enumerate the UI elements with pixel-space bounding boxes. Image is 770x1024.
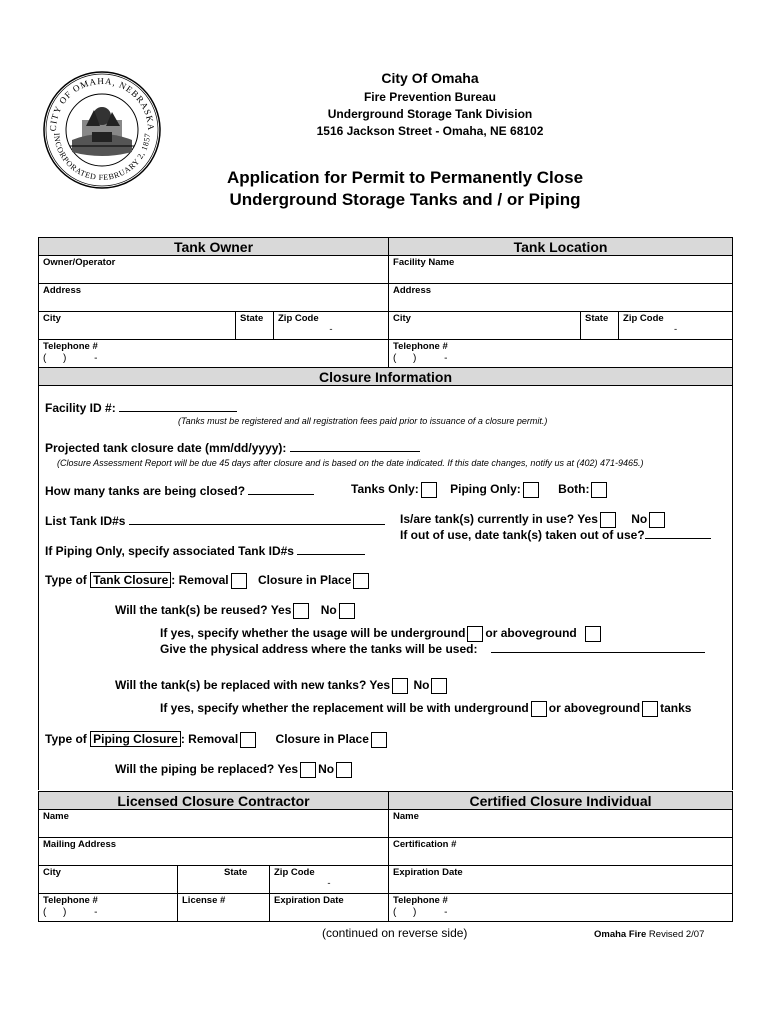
closure-info-heading: Closure Information bbox=[39, 368, 733, 386]
individual-name-label: Name bbox=[393, 811, 419, 822]
contractor-telephone-label: Telephone # bbox=[43, 895, 98, 906]
bureau-name: Fire Prevention Bureau bbox=[363, 90, 497, 104]
list-tank-label: List Tank ID#s bbox=[45, 514, 126, 528]
both-checkbox[interactable] bbox=[591, 482, 607, 498]
location-zip-label: Zip Code bbox=[623, 313, 664, 324]
form-title-line1: Application for Permit to Permanently Close bbox=[226, 168, 584, 187]
location-state-field[interactable] bbox=[581, 312, 619, 340]
replacement-aboveground-label: or aboveground bbox=[548, 701, 641, 716]
how-many-input[interactable] bbox=[248, 494, 314, 495]
owner-zip-label: Zip Code bbox=[278, 313, 319, 324]
owner-telephone-label: Telephone # bbox=[43, 341, 98, 352]
owner-phone-placeholder: ( ) - bbox=[43, 353, 98, 364]
piping-closure-in-place-checkbox[interactable] bbox=[371, 732, 387, 748]
both-label: Both: bbox=[558, 482, 590, 497]
in-use-row bbox=[400, 512, 667, 528]
tanks-only-checkbox[interactable] bbox=[421, 482, 437, 498]
piping-type-of-label: Type of bbox=[45, 732, 87, 747]
office-address: 1516 Jackson Street - Omaha, NE 68102 bbox=[316, 124, 544, 138]
owner-zip-dash: - bbox=[329, 324, 333, 335]
contractor-license-field[interactable] bbox=[178, 894, 270, 922]
replaced-label: Will the tank(s) be replaced with new tanks? bbox=[115, 678, 367, 693]
closure-scope-row bbox=[351, 482, 609, 498]
contractor-mailing-address-field[interactable] bbox=[39, 838, 389, 866]
piping-closure-label: Piping Closure bbox=[90, 731, 181, 747]
reused-no-checkbox[interactable] bbox=[339, 603, 355, 619]
tank-closure-type-row: Type of Tank Closure : Removal Closure in Place bbox=[45, 573, 371, 589]
piping-removal-checkbox[interactable] bbox=[240, 732, 256, 748]
reused-row bbox=[115, 603, 357, 619]
certification-label: Certification # bbox=[393, 839, 457, 850]
form-title-line2: Underground Storage Tanks and / or Piping bbox=[229, 190, 581, 209]
piping-only-label: Piping Only: bbox=[450, 482, 521, 497]
revised-label: Revised 2/07 bbox=[648, 929, 705, 940]
owner-zip-field[interactable] bbox=[274, 312, 389, 340]
usage-aboveground-checkbox[interactable] bbox=[585, 626, 601, 642]
license-expiration-field[interactable] bbox=[270, 894, 389, 922]
replaced-yes-label: Yes bbox=[369, 678, 391, 693]
omaha-fire-label: Omaha Fire bbox=[594, 929, 647, 940]
individual-telephone-label: Telephone # bbox=[393, 895, 448, 906]
type-of-label: Type of bbox=[45, 573, 87, 588]
replacement-row bbox=[160, 701, 691, 717]
location-zip-field[interactable] bbox=[619, 312, 733, 340]
certification-field[interactable] bbox=[389, 838, 733, 866]
division-name: Underground Storage Tank Division bbox=[327, 107, 533, 121]
contractor-telephone-field[interactable] bbox=[39, 894, 178, 922]
location-telephone-field[interactable] bbox=[389, 340, 733, 368]
physical-address-row bbox=[160, 642, 705, 656]
piping-only-row bbox=[45, 544, 365, 558]
tank-closure-in-place-label: Closure in Place bbox=[257, 573, 352, 588]
continued-note: (continued on reverse side) bbox=[322, 926, 468, 940]
tank-info-table bbox=[38, 237, 733, 386]
location-phone-placeholder: ( ) - bbox=[393, 353, 448, 364]
replacement-specify-label: If yes, specify whether the replacement will be with underground bbox=[160, 701, 529, 716]
piping-replaced-label: Will the piping be replaced? bbox=[115, 762, 275, 777]
facility-id-row bbox=[45, 401, 237, 415]
physical-address-label: Give the physical address where the tanks will be used: bbox=[160, 642, 478, 656]
out-of-use-date-input[interactable] bbox=[645, 538, 711, 539]
owner-city-label: City bbox=[43, 313, 61, 324]
usage-aboveground-label: or aboveground bbox=[485, 626, 577, 641]
contractor-zip-field[interactable] bbox=[270, 866, 389, 894]
in-use-yes-label: Yes bbox=[577, 512, 598, 527]
individual-phone-placeholder: ( ) - bbox=[393, 907, 448, 918]
piping-closure-type-row: Type of Piping Closure : Removal Closure in Place bbox=[45, 732, 389, 748]
location-city-label: City bbox=[393, 313, 411, 324]
city-name: City Of Omaha bbox=[381, 70, 479, 86]
location-state-label: State bbox=[585, 313, 609, 324]
physical-address-input[interactable] bbox=[491, 652, 705, 653]
piping-replaced-no-label: No bbox=[318, 762, 335, 777]
facility-name-field[interactable] bbox=[389, 256, 733, 284]
piping-replaced-no-checkbox[interactable] bbox=[336, 762, 352, 778]
svg-text:INCORPORATED FEBRUARY 2, 1857: INCORPORATED FEBRUARY 2, 1857 bbox=[51, 132, 153, 183]
contractor-phone-placeholder: ( ) - bbox=[43, 907, 98, 918]
piping-replaced-yes-checkbox[interactable] bbox=[300, 762, 316, 778]
how-many-row bbox=[45, 484, 314, 498]
facility-id-note: (Tanks must be registered and all registration fees paid prior to issuance of a closure permit.) bbox=[178, 416, 548, 426]
contractor-license-label: License # bbox=[182, 895, 226, 906]
location-zip-dash: - bbox=[673, 324, 678, 335]
location-address-label: Address bbox=[393, 285, 432, 296]
owner-operator-label: Owner/Operator bbox=[43, 257, 116, 268]
replaced-no-checkbox[interactable] bbox=[431, 678, 447, 694]
owner-telephone-field[interactable] bbox=[39, 340, 389, 368]
in-use-no-label: No bbox=[631, 512, 648, 527]
certification-expiration-label: Expiration Date bbox=[393, 867, 463, 878]
location-city-field[interactable] bbox=[389, 312, 581, 340]
replacement-tanks-label: tanks bbox=[660, 701, 692, 716]
piping-closure-in-place-label: Closure in Place bbox=[275, 732, 369, 747]
usage-row bbox=[160, 626, 603, 642]
in-use-yes-checkbox[interactable] bbox=[600, 512, 616, 528]
piping-only-tank-input[interactable] bbox=[297, 554, 365, 555]
reused-no-label: No bbox=[320, 603, 337, 618]
tank-location-heading: Tank Location bbox=[389, 238, 733, 256]
owner-state-label: State bbox=[240, 313, 264, 324]
contractor-heading: Licensed Closure Contractor bbox=[39, 792, 389, 810]
reused-yes-checkbox[interactable] bbox=[293, 603, 309, 619]
out-of-use-row bbox=[400, 528, 711, 542]
revision-note bbox=[594, 929, 704, 940]
closure-date-note: (Closure Assessment Report will be due 45 days after closure and is based on the date indicated. If this date changes, notify us at (402) 471-9465.) bbox=[57, 458, 644, 468]
replaced-no-label: No bbox=[413, 678, 430, 693]
contractor-city-field[interactable] bbox=[39, 866, 178, 894]
list-tank-row bbox=[45, 514, 385, 528]
owner-address-label: Address bbox=[43, 285, 82, 296]
contractor-city-label: City bbox=[43, 867, 61, 878]
location-address-field[interactable] bbox=[389, 284, 733, 312]
owner-address-field[interactable] bbox=[39, 284, 389, 312]
piping-replaced-row bbox=[115, 762, 354, 778]
location-telephone-label: Telephone # bbox=[393, 341, 448, 352]
city-seal-logo bbox=[42, 70, 162, 190]
piping-only-checkbox[interactable] bbox=[523, 482, 539, 498]
contractor-zip-dash: - bbox=[327, 878, 331, 889]
usage-specify-label: If yes, specify whether the usage will be underground bbox=[160, 626, 466, 641]
replaced-row bbox=[115, 678, 449, 694]
certified-individual-heading: Certified Closure Individual bbox=[389, 792, 733, 810]
how-many-label: How many tanks are being closed? bbox=[45, 484, 246, 498]
closure-date-row bbox=[45, 441, 420, 455]
replacement-aboveground-checkbox[interactable] bbox=[642, 701, 658, 717]
contractor-zip-label: Zip Code bbox=[274, 867, 315, 878]
license-expiration-label: Expiration Date bbox=[274, 895, 344, 906]
replaced-yes-checkbox[interactable] bbox=[392, 678, 408, 694]
contractor-name-label: Name bbox=[43, 811, 69, 822]
facility-id-label: Facility ID #: bbox=[45, 401, 116, 415]
contractor-name-field[interactable] bbox=[39, 810, 389, 838]
in-use-label: Is/are tank(s) currently in use? bbox=[400, 512, 575, 527]
contractor-state-field[interactable] bbox=[178, 866, 270, 894]
owner-city-field[interactable] bbox=[39, 312, 236, 340]
tank-closure-label: Tank Closure bbox=[90, 572, 171, 588]
contractor-table bbox=[38, 791, 733, 922]
reused-label: Will the tank(s) be reused? bbox=[115, 603, 268, 618]
individual-telephone-field[interactable] bbox=[389, 894, 733, 922]
usage-underground-checkbox[interactable] bbox=[467, 626, 483, 642]
reused-yes-label: Yes bbox=[270, 603, 292, 618]
closure-date-label: Projected tank closure date (mm/dd/yyyy): bbox=[45, 441, 287, 455]
tanks-only-label: Tanks Only: bbox=[351, 482, 419, 497]
facility-id-input[interactable] bbox=[119, 411, 237, 412]
contractor-mailing-address-label: Mailing Address bbox=[43, 839, 117, 850]
piping-only-specify-label: If Piping Only, specify associated Tank ID#s bbox=[45, 544, 294, 558]
contractor-state-label: State bbox=[224, 867, 248, 878]
certification-expiration-field[interactable] bbox=[389, 866, 733, 894]
replacement-underground-checkbox[interactable] bbox=[531, 701, 547, 717]
closure-date-input[interactable] bbox=[290, 451, 420, 452]
owner-operator-field[interactable] bbox=[39, 256, 389, 284]
tank-removal-label: Removal bbox=[178, 573, 229, 588]
individual-name-field[interactable] bbox=[389, 810, 733, 838]
in-use-no-checkbox[interactable] bbox=[649, 512, 665, 528]
piping-removal-label: Removal bbox=[188, 732, 239, 747]
facility-name-label: Facility Name bbox=[393, 257, 455, 268]
piping-replaced-yes-label: Yes bbox=[277, 762, 299, 777]
tank-closure-in-place-checkbox[interactable] bbox=[353, 573, 369, 589]
out-of-use-label: If out of use, date tank(s) taken out of use? bbox=[400, 528, 645, 542]
tank-owner-heading: Tank Owner bbox=[39, 238, 389, 256]
tank-removal-checkbox[interactable] bbox=[231, 573, 247, 589]
owner-state-field[interactable] bbox=[236, 312, 274, 340]
list-tank-input[interactable] bbox=[129, 524, 385, 525]
svg-text:CITY OF OMAHA, NEBRASKA: CITY OF OMAHA, NEBRASKA bbox=[47, 75, 157, 132]
